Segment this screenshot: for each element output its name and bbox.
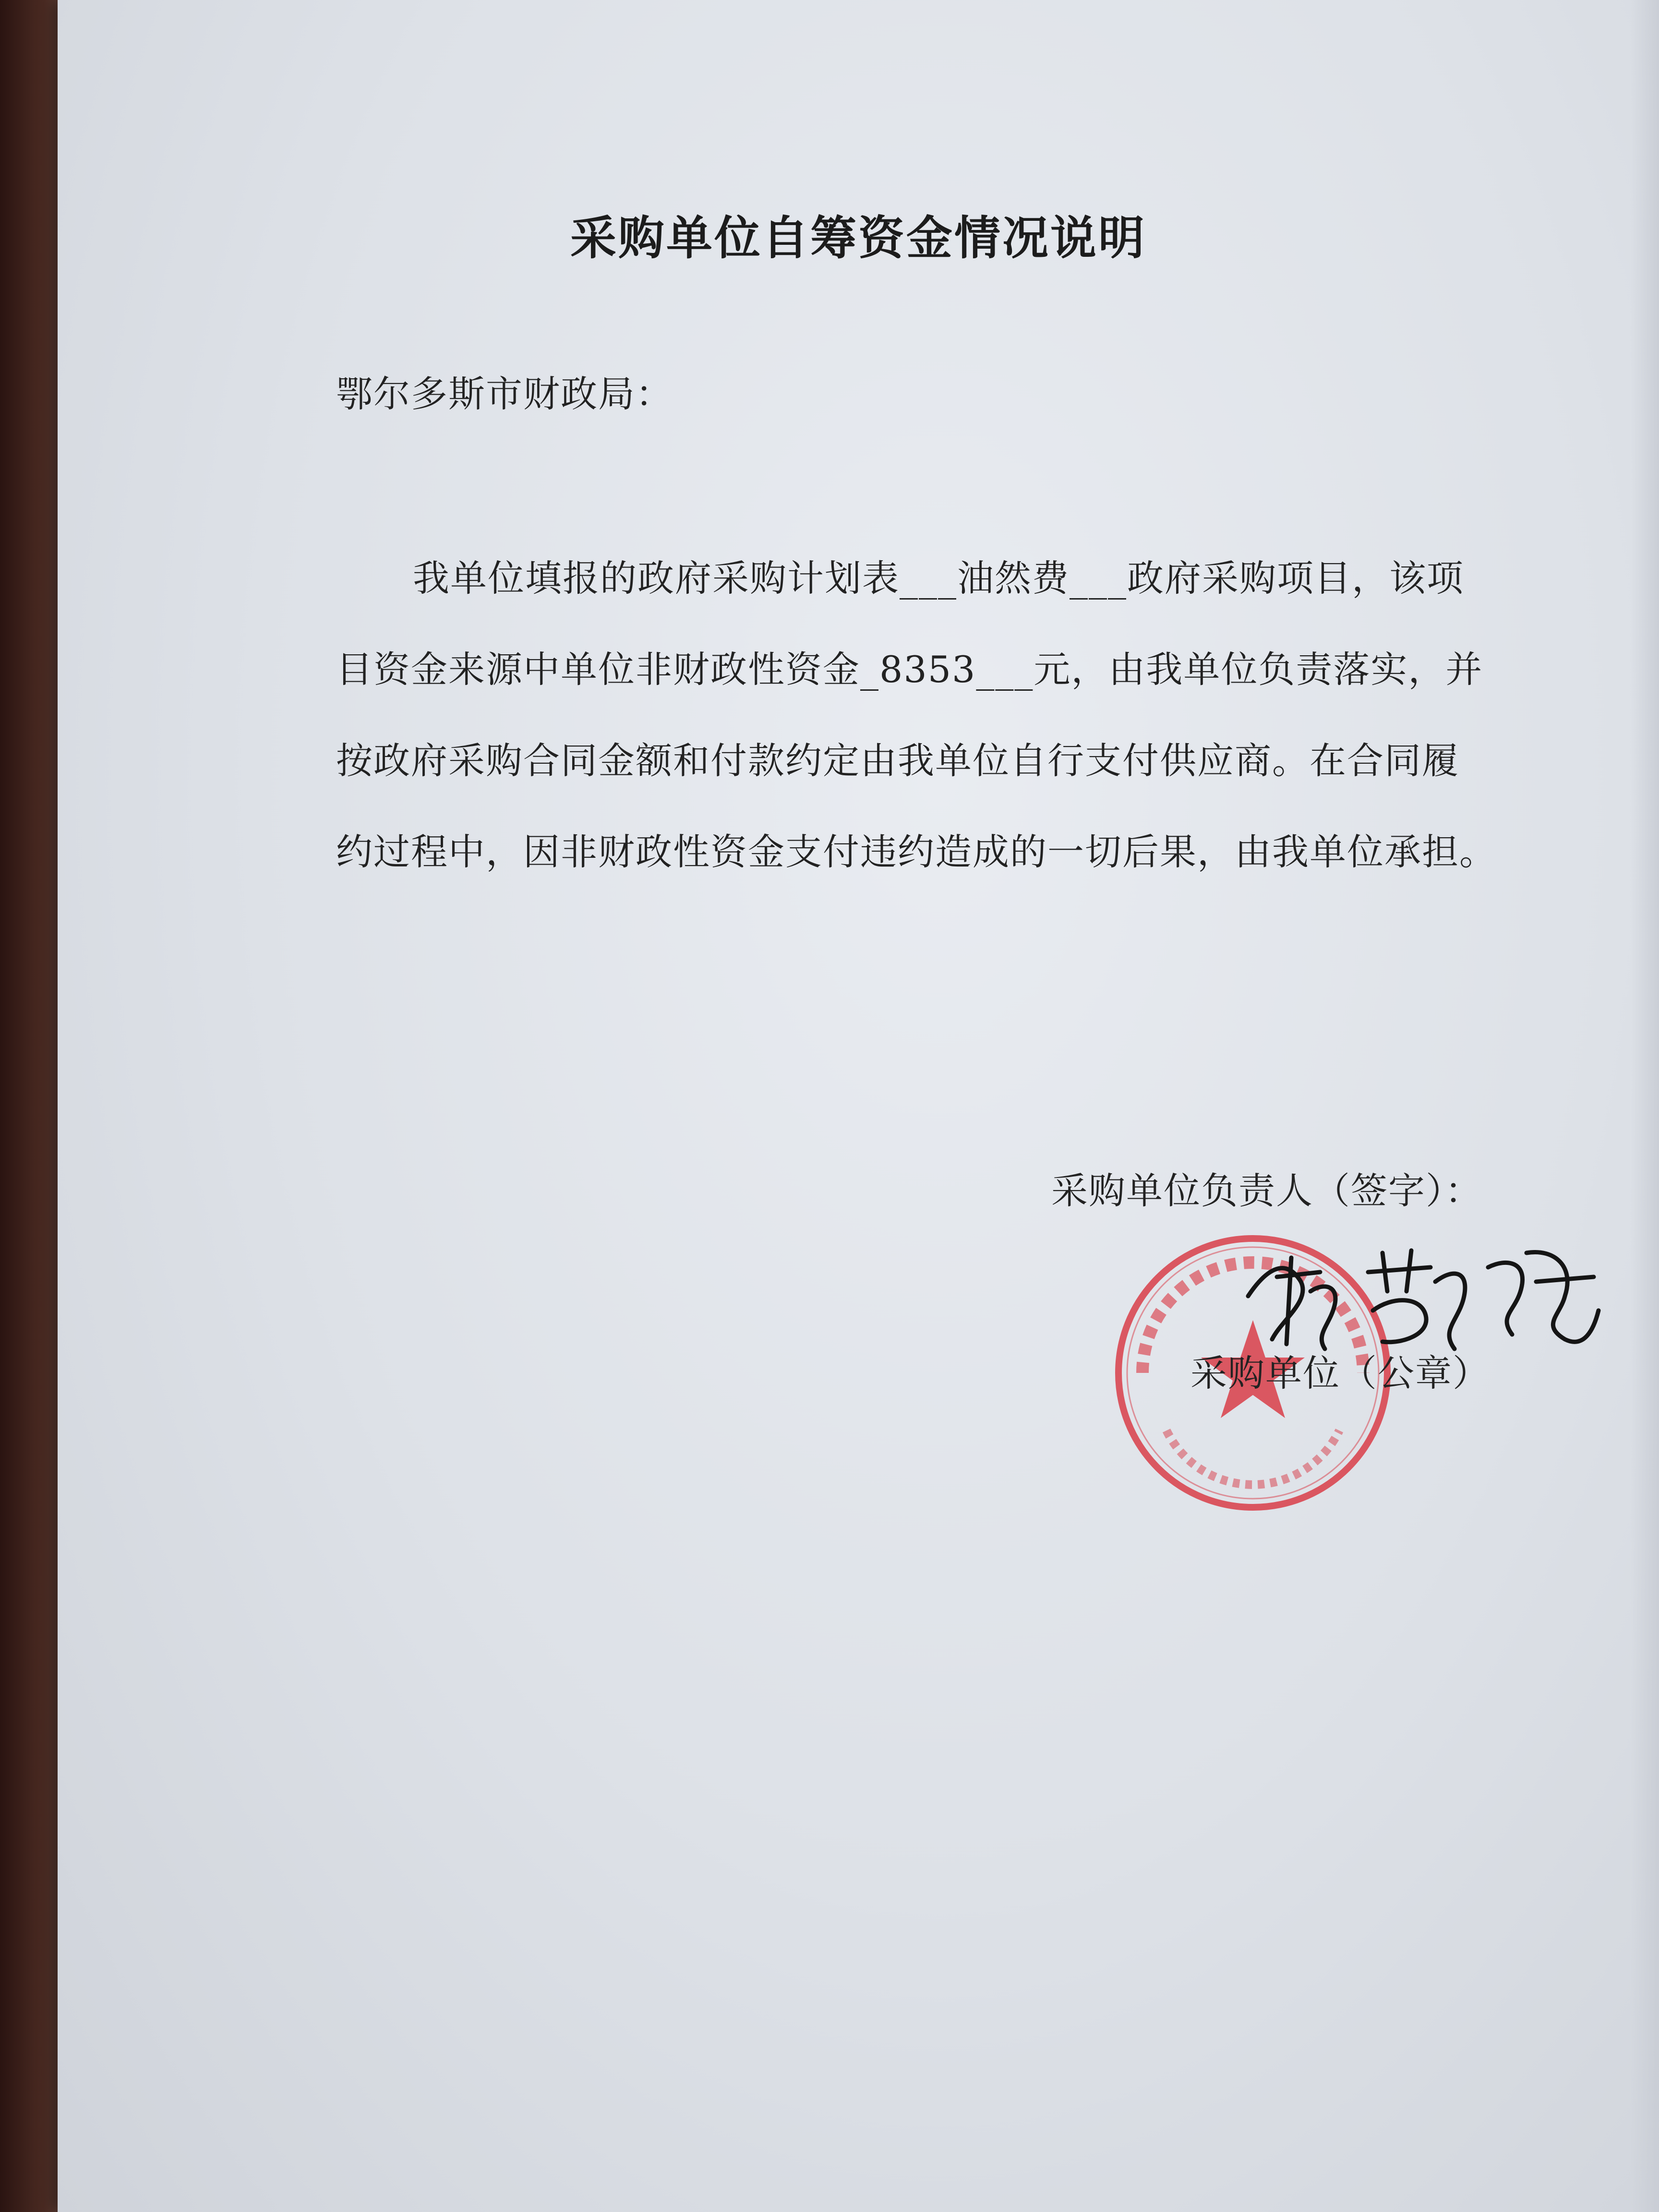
body-line-3: 按政府采购合同金额和付款约定由我单位自行支付供应商。在合同履 [336, 739, 1459, 782]
page-edge-shadow [1630, 0, 1659, 2212]
document-page [58, 0, 1659, 2212]
salutation: 鄂尔多斯市财政局： [336, 373, 673, 415]
signer-label: 采购单位负责人（签字）： [1051, 1169, 1482, 1212]
body-line-2: 目资金来源中单位非财政性资金_8353___元，由我单位负责落实，并 [336, 648, 1483, 691]
body-line-4: 约过程中，因非财政性资金支付违约造成的一切后果，由我单位承担。 [336, 830, 1497, 873]
document-title: 采购单位自筹资金情况说明 [570, 211, 1146, 265]
document-body [336, 533, 1565, 898]
body-line-1: 我单位填报的政府采购计划表___油然费___政府采购项目，该项 [413, 557, 1464, 600]
unit-seal-label: 采购单位（公章） [1190, 1352, 1490, 1395]
